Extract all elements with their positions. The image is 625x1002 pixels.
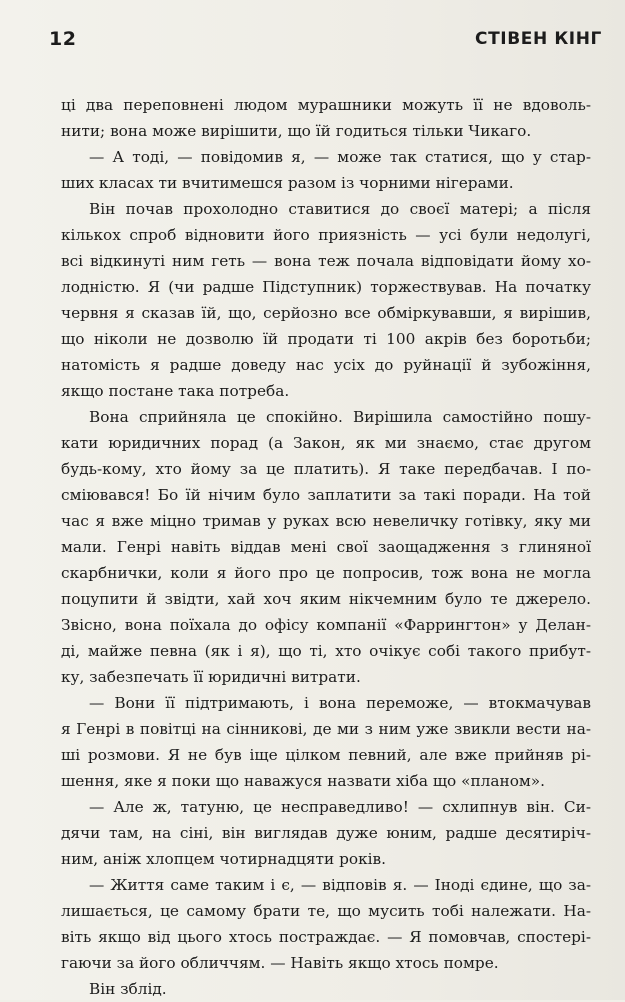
body-text [61,92,591,1002]
text-line: — Вони її підтримають, і вона переможе, — втокмачував [89,694,591,712]
text-line: дячи там, на сіні, він виглядав дуже юним, радше десятиріч- [61,824,591,842]
text-line: віть якщо від цього хтось постраждає. — Я помовчав, спостері- [61,928,591,946]
text-line: всі відкинуті ним геть — вона теж почала відповідати йому хо- [61,252,591,270]
text-line: нити; вона може вирішити, що їй годиться тільки Чикаго. [61,122,532,140]
text-line: Він зблід. [89,980,167,998]
text-line: натомість я радше доведу нас усіх до руйнації й зубожіння, [61,356,591,374]
text-line: час я вже міцно тримав у руках всю невеличку готівку, яку ми [61,512,591,530]
text-line: гаючи за його обличчям. — Навіть якщо хтось помре. [61,954,499,972]
text-line: лодністю. Я (чи радше Підступник) торжествував. На початку [61,278,591,296]
text-line: — Життя саме таким і є, — відповів я. — Іноді єдине, що за- [89,876,591,894]
text-line: ші розмови. Я не був іще цілком певний, але вже прийняв рі- [61,746,591,764]
text-line: лишається, це самому брати те, що мусить тобі належати. На- [61,902,591,920]
text-line: я Генрі в повітці на сінникові, де ми з ним уже звикли вести на- [61,720,591,738]
page-number: 12 [49,28,77,50]
text-line: — Але ж, татуню, це несправедливо! — схлипнув він. Си- [89,798,591,816]
text-line: будь-кому, хто йому за це платить). Я таке передбачав. І по- [61,460,591,478]
text-line: ді, майже певна (як і я), що ті, хто очікує собі такого прибут- [61,642,591,660]
text-line: червня я сказав їй, що, серйозно все обміркувавши, я вирішив, [61,304,591,322]
text-line: Він почав прохолодно ставитися до своєї матері; а після [89,200,591,218]
text-line: ним, аніж хлопцем чотирнадцяти років. [61,850,386,868]
text-line: якщо постане така потреба. [61,382,290,400]
text-line: поцупити й звідти, хай хоч яким нікчемним було те джерело. [61,590,591,608]
text-line: мали. Генрі навіть віддав мені свої заощадження з глиняної [61,538,591,556]
text-line: Звісно, вона поїхала до офісу компанії «Фаррингтон» у Делан- [61,616,591,634]
text-line: сміювався! Бо їй нічим було заплатити за такі поради. На той [61,486,591,504]
text-line: ку, забезпечать її юридичні витрати. [61,668,361,686]
text-line: ці два переповнені людом мурашники можуть її не вдоволь- [61,96,591,114]
text-line: що ніколи не дозволю їй продати ті 100 акрів без боротьби; [61,330,591,348]
text-line: кати юридичних порад (а Закон, як ми знаємо, стає другом [61,434,591,452]
running-head [49,28,602,60]
author-name: СТІВЕН КІНГ [475,29,602,49]
text-line: — А тоді, — повідомив я, — може так статися, що у стар- [89,148,591,166]
text-line: ших класах ти вчитимешся разом із чорними нігерами. [61,174,514,192]
text-line: шення, яке я поки що наважуся назвати хіба що «планом». [61,772,546,790]
text-line: Вона сприйняла це спокійно. Вирішила самостійно пошу- [89,408,591,426]
text-line: кількох спроб відновити його приязність — усі були недолугі, [61,226,591,244]
text-line: скарбнички, коли я його про це попросив, тож вона не могла [61,564,591,582]
